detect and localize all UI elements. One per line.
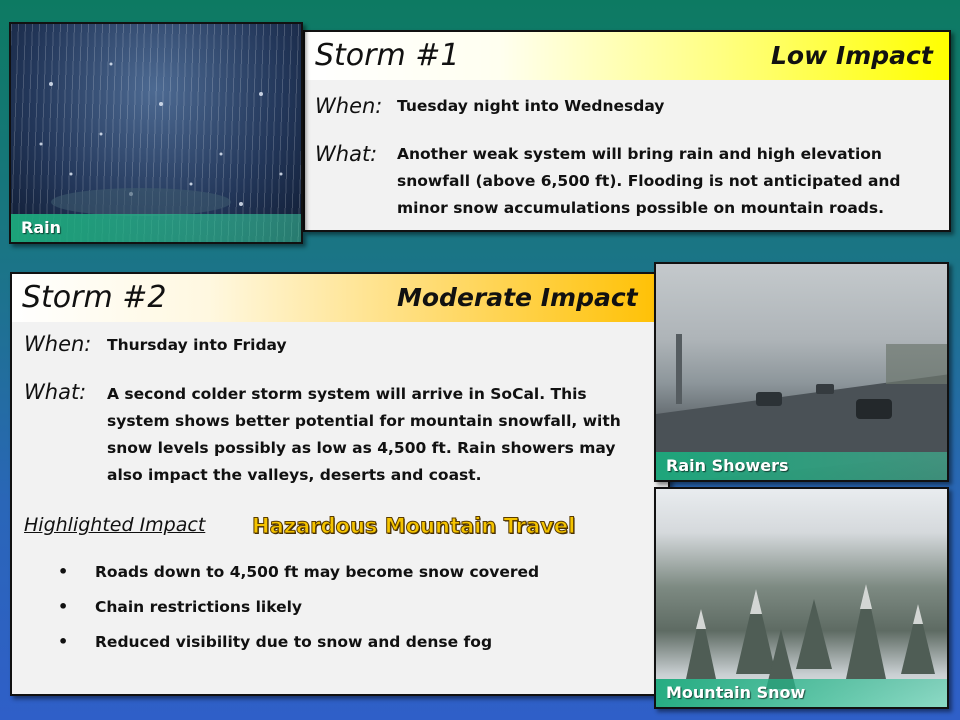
mountain-snow-caption: Mountain Snow [656, 679, 947, 707]
storm2-what-line: also impact the valleys, deserts and coast. [107, 466, 482, 484]
storm2-what-line: A second colder storm system will arrive in SoCal. This [107, 385, 587, 403]
highway-icon [656, 264, 949, 482]
storm1-what [397, 141, 901, 222]
rain-drops-icon [11, 24, 303, 244]
storm2-panel [10, 272, 670, 696]
storm1-what-line: snowfall (above 6,500 ft). Flooding is not anticipated and [397, 172, 901, 190]
rain-photo [9, 22, 303, 244]
storm2-when: Thursday into Friday [107, 336, 287, 354]
storm2-what-label: What: [24, 380, 87, 404]
bullet-item: Roads down to 4,500 ft may become snow covered [95, 563, 540, 581]
storm1-what-line: minor snow accumulations possible on mountain roads. [397, 199, 885, 217]
storm2-what-line: snow levels possibly as low as 4,500 ft. Rain showers may [107, 439, 616, 457]
storm1-title: Storm #1 [315, 38, 460, 73]
bullet-item: Chain restrictions likely [95, 598, 303, 616]
bullet-icon: • [58, 597, 69, 616]
storm2-what-line: system shows better potential for mountain snowfall, with [107, 412, 621, 430]
rain-showers-photo [654, 262, 949, 482]
storm1-what-label: What: [315, 142, 378, 166]
bullet-item: Reduced visibility due to snow and dense fog [95, 633, 493, 651]
storm1-what-line: Another weak system will bring rain and high elevation [397, 145, 882, 163]
bullet-icon: • [58, 632, 69, 651]
storm2-impact: Moderate Impact [397, 283, 638, 312]
bullet-icon: • [58, 562, 69, 581]
storm2-when-label: When: [24, 332, 92, 356]
mountain-snow-photo [654, 487, 949, 709]
rain-showers-caption: Rain Showers [656, 452, 947, 480]
snowy-trees-icon [656, 489, 949, 709]
rain-caption: Rain [11, 214, 301, 242]
storm2-title: Storm #2 [22, 280, 167, 315]
highlighted-impact-value: Hazardous Mountain Travel [252, 514, 576, 538]
storm1-impact: Low Impact [771, 41, 933, 70]
storm1-panel [303, 30, 951, 232]
storm1-when-label: When: [315, 94, 383, 118]
storm1-when: Tuesday night into Wednesday [397, 97, 665, 115]
highlighted-impact-label: Highlighted Impact [24, 514, 206, 536]
storm2-what [107, 381, 621, 489]
